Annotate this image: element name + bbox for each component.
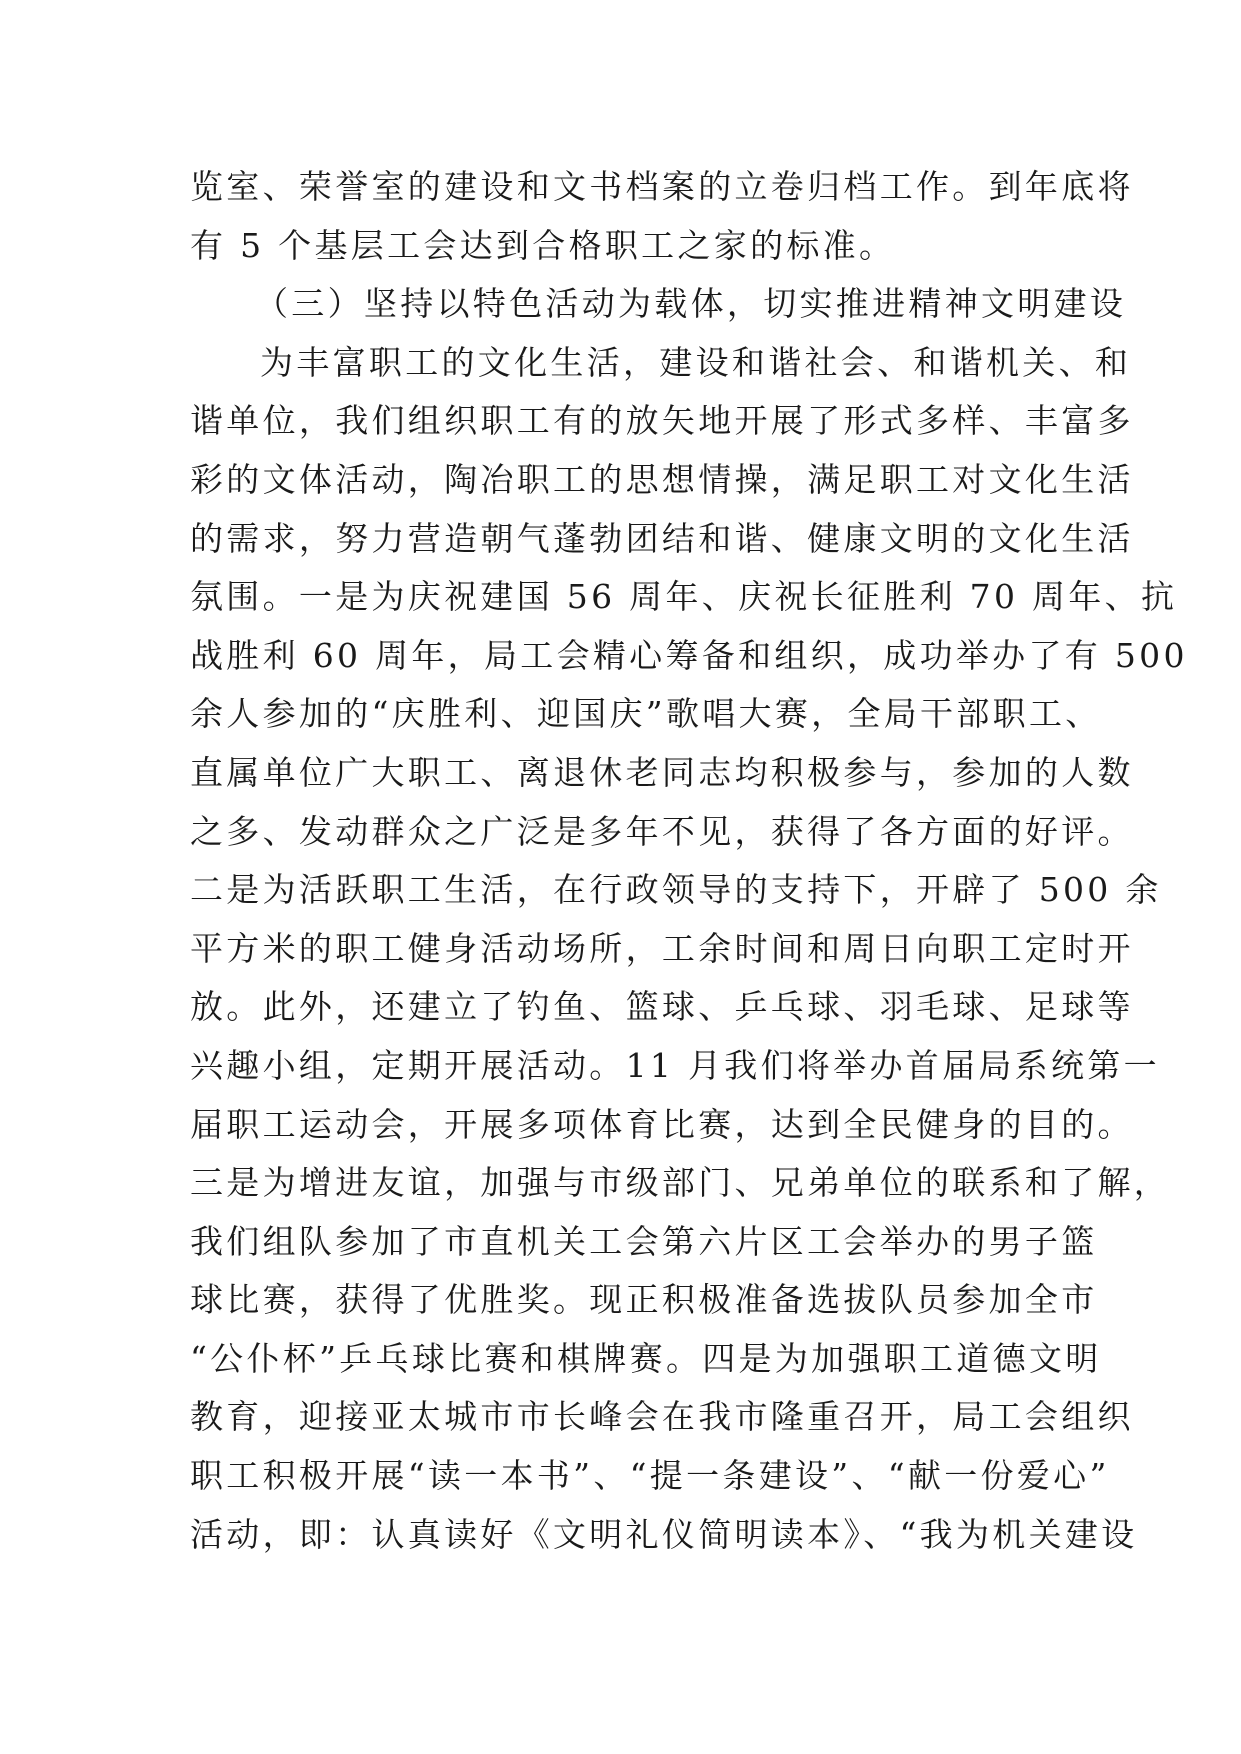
text-line: 的需求，努力营造朝气蓬勃团结和谐、健康文明的文化生活 bbox=[190, 518, 1134, 558]
text-line: 教育，迎接亚太城市市长峰会在我市隆重召开，局工会组织 bbox=[190, 1397, 1134, 1437]
text-line: 放。此外，还建立了钓鱼、篮球、乒乓球、羽毛球、足球等 bbox=[190, 987, 1134, 1027]
text-line: 球比赛，获得了优胜奖。现正积极准备选拔队员参加全市 bbox=[190, 1280, 1098, 1320]
text-line: 有 5 个基层工会达到合格职工之家的标准。 bbox=[190, 225, 896, 265]
text-line: 三是为增进友谊，加强与市级部门、兄弟单位的联系和了解， bbox=[190, 1163, 1171, 1203]
text-line: “公仆杯”乒乓球比赛和棋牌赛。四是为加强职工道德文明 bbox=[190, 1338, 1102, 1378]
text-line: 谐单位，我们组织职工有的放矢地开展了形式多样、丰富多 bbox=[190, 401, 1134, 441]
body-text bbox=[190, 158, 1188, 1564]
text-line: 二是为活跃职工生活，在行政领导的支持下，开辟了 500 余 bbox=[190, 870, 1162, 910]
text-line: 氛围。一是为庆祝建国 56 周年、庆祝长征胜利 70 周年、抗 bbox=[190, 577, 1178, 617]
text-line: 余人参加的“庆胜利、迎国庆”歌唱大赛，全局干部职工、 bbox=[190, 694, 1102, 734]
text-line: 直属单位广大职工、离退休老同志均积极参与，参加的人数 bbox=[190, 752, 1134, 792]
text-line: 职工积极开展“读一本书”、“提一条建设”、“献一份爱心” bbox=[190, 1456, 1110, 1496]
text-line: 我们组队参加了市直机关工会第六片区工会举办的男子篮 bbox=[190, 1221, 1098, 1261]
text-line: 之多、发动群众之广泛是多年不见，获得了各方面的好评。 bbox=[190, 811, 1134, 851]
text-line: 战胜利 60 周年，局工会精心筹备和组织，成功举办了有 500 bbox=[190, 635, 1188, 675]
text-line: 届职工运动会，开展多项体育比赛，达到全民健身的目的。 bbox=[190, 1104, 1134, 1144]
text-line: 平方米的职工健身活动场所，工余时间和周日向职工定时开 bbox=[190, 928, 1134, 968]
text-line: 兴趣小组，定期开展活动。11 月我们将举办首届局系统第一 bbox=[190, 1045, 1160, 1085]
text-line: 活动，即：认真读好《文明礼仪简明读本》、“我为机关建设 bbox=[190, 1514, 1138, 1554]
text-line: 览室、荣誉室的建设和文书档案的立卷归档工作。到年底将 bbox=[190, 167, 1134, 206]
text-line: 彩的文体活动，陶冶职工的思想情操，满足职工对文化生活 bbox=[190, 459, 1134, 499]
section-heading: （三）坚持以特色活动为载体，切实推进精神文明建设 bbox=[255, 284, 1127, 324]
paragraph-first-line: 为丰富职工的文化生活，建设和谐社会、和谐机关、和 bbox=[260, 342, 1132, 382]
